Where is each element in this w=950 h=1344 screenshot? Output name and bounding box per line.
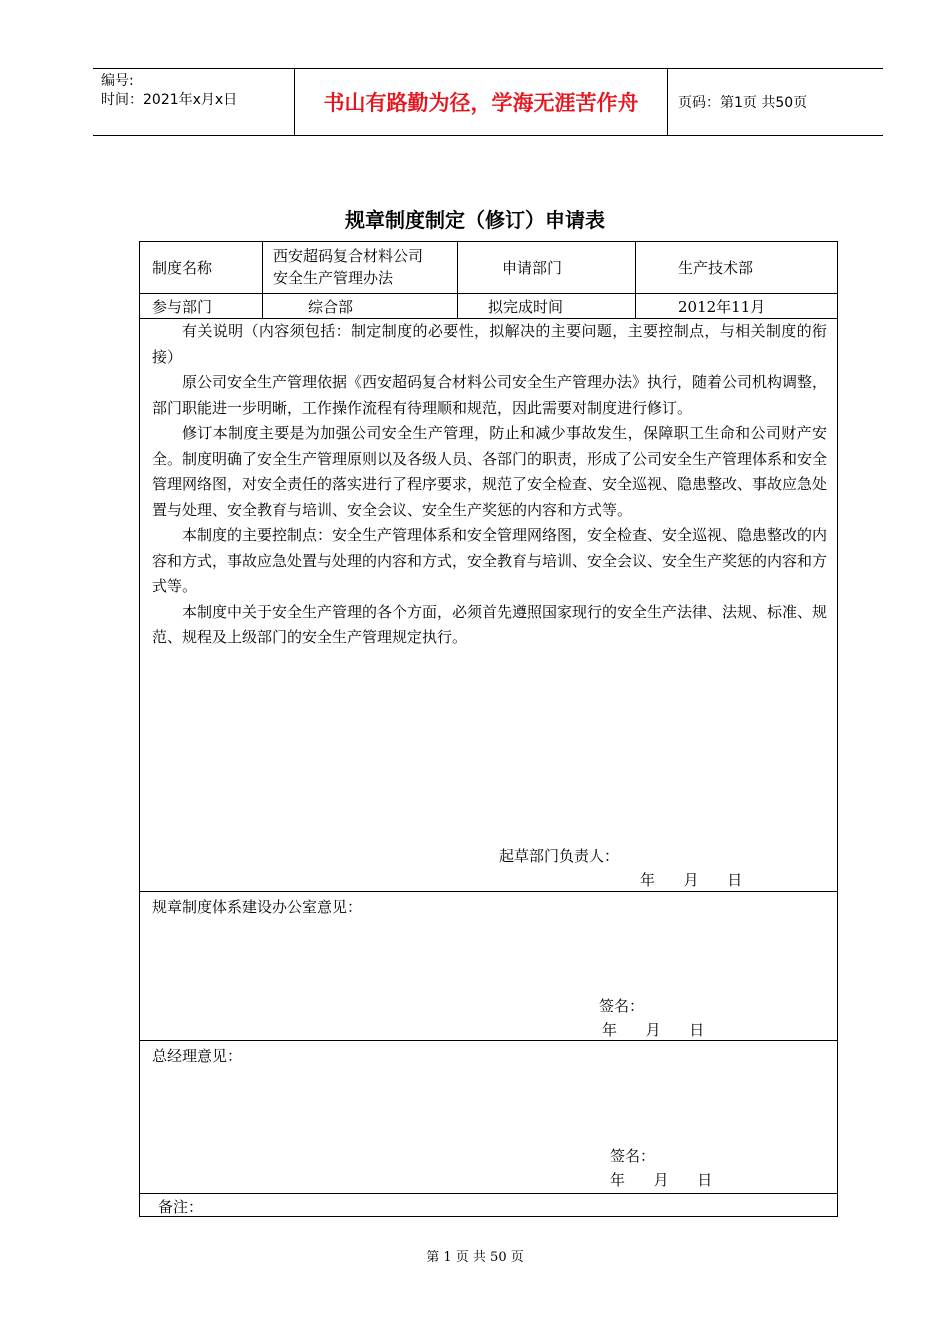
completion-value-cell bbox=[636, 294, 837, 318]
participants-label: 参与部门 bbox=[152, 297, 213, 316]
description-paragraph: 原公司安全生产管理依据《西安超码复合材料公司安全生产管理办法》执行，随着公司机构调整，部门职能进一步明晰，工作操作流程有待理顺和规范，因此需要对制度进行修订。 bbox=[152, 373, 828, 417]
gm-opinion-label: 总经理意见： bbox=[152, 1047, 243, 1065]
gm-opinion-section bbox=[140, 1041, 837, 1194]
dept-label: 申请部门 bbox=[502, 259, 563, 277]
dept-value: 生产技术部 bbox=[678, 259, 754, 277]
participants-label-cell bbox=[140, 294, 263, 318]
application-form bbox=[139, 241, 838, 1217]
gm-sign-label: 签名： bbox=[610, 1147, 656, 1165]
time-label: 时间：2021年x月x日 bbox=[101, 92, 238, 108]
office-sign-label: 签名： bbox=[599, 997, 645, 1015]
remarks-label: 备注： bbox=[158, 1198, 204, 1216]
description-paragraph: 本制度中关于安全生产管理的各个方面，必须首先遵照国家现行的安全生产法律、法规、标准、规范、规程及上级部门的安全生产管理规定执行。 bbox=[152, 602, 828, 646]
office-opinion-section bbox=[140, 892, 837, 1041]
page-header bbox=[93, 68, 883, 136]
description-paragraph: 修订本制度主要是为加强公司安全生产管理，防止和减少事故发生，保障职工生命和公司财产安全。制度明确了安全生产管理原则以及各级人员、各部门的职责，形成了公司安全生产管理体系和安全管理网络图，对安全责任的落实进行了程序要求，规范了安全检查、安全巡视、隐患整改、事故应急处置与处理、安全教育与培训、安全会议、安全生产奖惩的内容和方式等。 bbox=[152, 424, 828, 519]
motto: 书山有路勤为径，学海无涯苦作舟 bbox=[295, 69, 668, 135]
drafter-date: 年 月 日 bbox=[640, 871, 743, 889]
name-value-line2: 安全生产管理办法 bbox=[273, 269, 394, 287]
form-row-name bbox=[140, 242, 837, 294]
remarks-section bbox=[140, 1194, 837, 1216]
form-row-participants bbox=[140, 294, 837, 319]
name-label: 制度名称 bbox=[152, 259, 213, 277]
description-section bbox=[140, 319, 837, 892]
description-paragraph: 本制度的主要控制点：安全生产管理体系和安全管理网络图，安全检查、安全巡视、隐患整改的内容和方式，事故应急处置与处理的内容和方式，安全教育与培训、安全会议、安全生产奖惩的内容和方式等。 bbox=[152, 526, 828, 595]
completion-value: 2012年11月 bbox=[678, 297, 766, 316]
name-label-cell bbox=[140, 242, 263, 293]
description-paragraph: 有关说明（内容须包括：制定制度的必要性，拟解决的主要问题，主要控制点，与相关制度的衔接） bbox=[152, 322, 827, 366]
participants-value: 综合部 bbox=[308, 297, 354, 316]
completion-label-cell bbox=[458, 294, 636, 318]
dept-value-cell bbox=[636, 242, 837, 293]
completion-label: 拟完成时间 bbox=[488, 297, 564, 316]
office-date: 年 月 日 bbox=[602, 1021, 705, 1039]
office-opinion-label: 规章制度体系建设办公室意见： bbox=[152, 898, 363, 916]
participants-value-cell bbox=[263, 294, 458, 318]
dept-label-cell bbox=[458, 242, 636, 293]
description-body bbox=[140, 319, 837, 651]
page-label: 页码：第1页 共50页 bbox=[678, 95, 808, 111]
header-meta bbox=[93, 69, 295, 135]
name-value-cell bbox=[263, 242, 458, 293]
name-value-line1: 西安超码复合材料公司 bbox=[273, 247, 424, 265]
gm-date: 年 月 日 bbox=[610, 1171, 713, 1189]
document-title: 规章制度制定（修订）申请表 bbox=[345, 208, 605, 232]
drafter-label: 起草部门负责人： bbox=[499, 847, 620, 865]
page-footer: 第 1 页 共 50 页 bbox=[426, 1250, 524, 1265]
number-label: 编号: bbox=[101, 73, 134, 89]
